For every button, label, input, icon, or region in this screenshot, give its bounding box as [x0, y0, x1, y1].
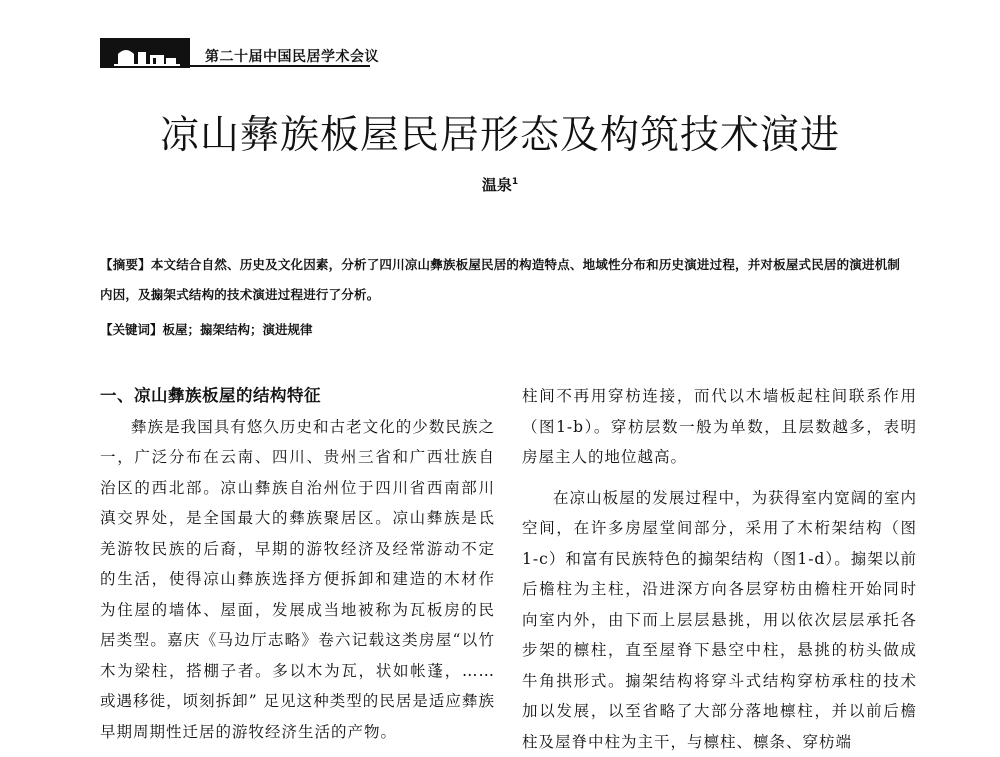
paragraph: 彝族是我国具有悠久历史和古老文化的少数民族之一，广泛分布在云南、四川、贵州三省和广西壮族自治区的西北部。凉山彝族自治州位于四川省西南部川滇交界处，是全国最大的彝族聚居区。凉山彝族是氐羌游牧民族的后裔，早期的游牧经济及经常游动不定的生活，使得凉山彝族选择方便拆卸和建造的木材作为住屋的墙体、屋面，发展成当地被称为瓦板房的民居类型。嘉庆《马边厅志略》卷六记载这类房屋“以竹木为梁柱，搭棚子者。多以木为瓦，状如帐蓬，……或遇移徙，顷刻拆卸” 足见这种类型的民居是适应彝族早期周期性迁居的游牧经济生活的产物。	[100, 412, 495, 748]
author-affiliation-mark: 1	[512, 177, 518, 187]
header-logo	[100, 38, 190, 68]
conference-title: 第二十届中国民居学术会议	[205, 46, 379, 66]
right-column	[522, 381, 917, 757]
keywords-text: 板屋；搧架结构；演进规律	[163, 322, 313, 337]
paragraph: 柱间不再用穿枋连接，而代以木墙板起柱间联系作用（图1-b）。穿枋层数一般为单数，且层数越多，表明房屋主人的地位越高。	[522, 381, 917, 473]
paper-title: 凉山彝族板屋民居形态及构筑技术演进	[0, 104, 1000, 160]
section-heading: 一、凉山彝族板屋的结构特征	[100, 381, 495, 412]
left-column	[100, 381, 495, 747]
author-name: 温泉	[482, 176, 512, 194]
abstract-text: 本文结合自然、历史及文化因素，分析了四川凉山彝族板屋民居的构造特点、地域性分布和历史演进过程，并对板屋式民居的演进机制内因，及搧架式结构的技术演进过程进行了分析。	[100, 257, 900, 302]
paragraph: 在凉山板屋的发展过程中，为获得室内宽阔的室内空间，在许多房屋堂间部分，采用了木桁架结构（图1-c）和富有民族特色的搧架结构（图1-d）。搧架以前后檐柱为主柱，沿进深方向各层穿枋由檐柱开始同时向室内外，由下而上层层悬挑，用以依次层层承托各步架的檩柱，直至屋脊下悬空中柱，悬挑的枋头做成牛角拱形式。搧架结构将穿斗式结构穿枋承柱的技术加以发展，以至省略了大部分落地檩柱，并以前后檐柱及屋脊中柱为主干，与檩柱、檩条、穿枋端	[522, 483, 917, 757]
header-rule	[190, 65, 370, 67]
house-logo-icon	[100, 38, 190, 68]
keywords-label: 【关键词】	[100, 322, 163, 337]
abstract-label: 【摘要】	[100, 257, 151, 272]
abstract	[100, 250, 912, 310]
author	[0, 174, 1000, 195]
keywords	[100, 320, 912, 340]
